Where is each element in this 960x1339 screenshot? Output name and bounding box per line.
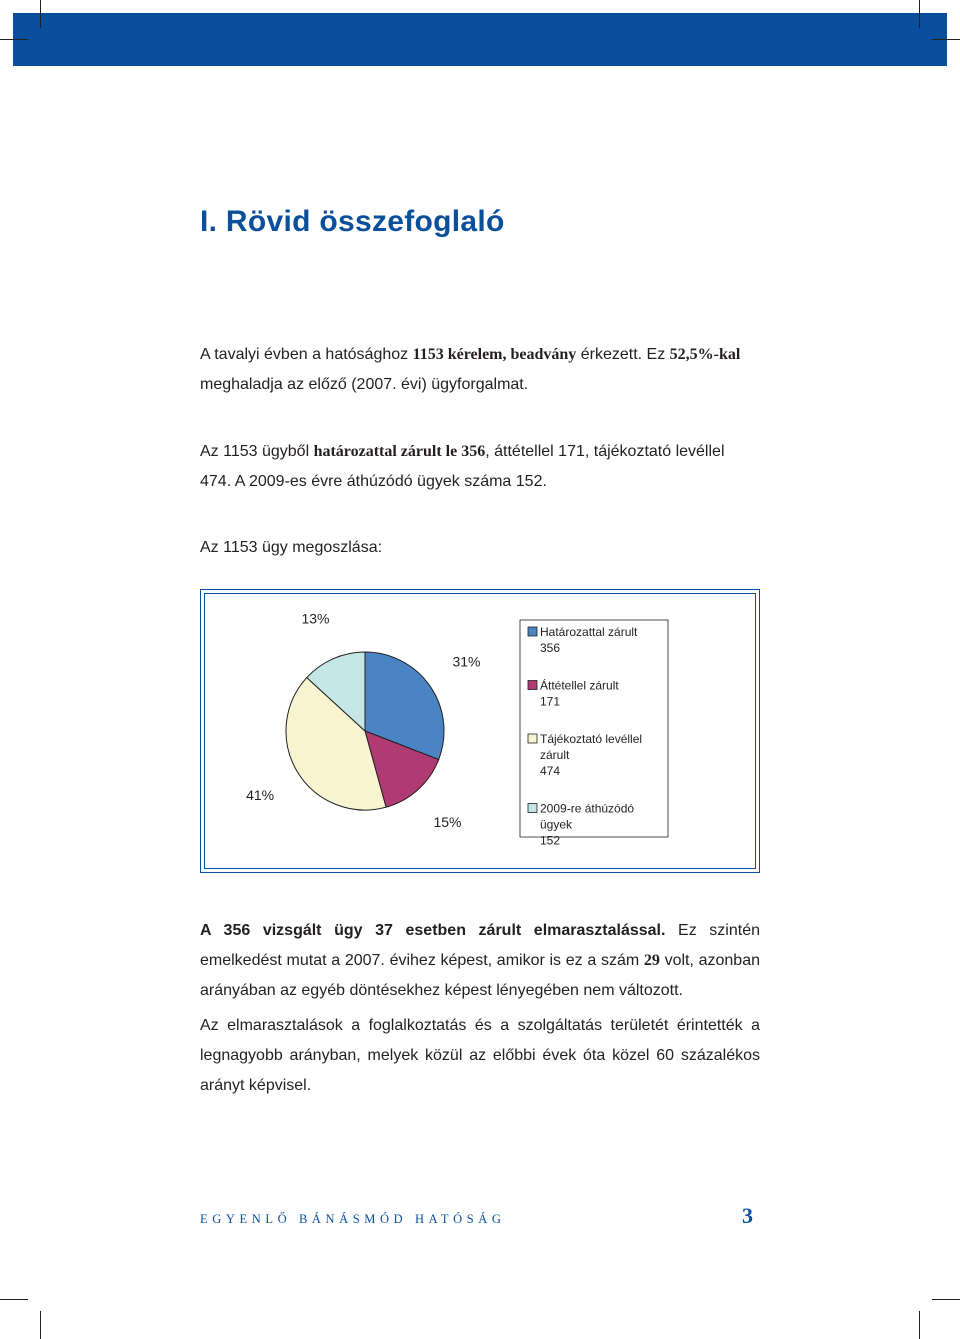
legend-label: 474 bbox=[540, 764, 561, 778]
emphasis-text: 29 bbox=[643, 952, 660, 969]
legend-label: Határozattal zárult bbox=[540, 625, 638, 639]
legend-swatch bbox=[528, 681, 537, 690]
emphasis-text: 52,5%-kal bbox=[669, 346, 741, 363]
legend-label: 2009-re áthúzódó bbox=[540, 801, 635, 816]
emphasis-text: 1153 kérelem, beadvány bbox=[412, 346, 577, 363]
chart-intro-text: Az 1153 ügy megoszlása: bbox=[200, 539, 383, 556]
slice-percent-label: 13% bbox=[301, 610, 330, 627]
body-paragraph-1 bbox=[200, 916, 760, 1006]
crop-mark bbox=[919, 1311, 920, 1339]
crop-mark bbox=[932, 39, 960, 40]
text-run: érkezett. Ez bbox=[576, 346, 670, 363]
pie-chart bbox=[201, 590, 759, 872]
text-run: , áttétellel 171, tájékoztató levéllel 474. A 2009-es évre áthúzódó ügyek száma 152. bbox=[200, 443, 725, 490]
legend-label: zárult bbox=[540, 748, 570, 762]
legend-swatch bbox=[528, 804, 537, 813]
intro-paragraph-2 bbox=[200, 437, 760, 497]
text-run: meghaladja az előző (2007. évi) ügyforgalmat. bbox=[200, 376, 529, 393]
intro-paragraph-1 bbox=[200, 340, 760, 400]
emphasis-text: határozattal zárult le 356 bbox=[313, 443, 486, 460]
crop-mark bbox=[40, 0, 41, 28]
legend-swatch bbox=[528, 734, 537, 743]
text-run: volt, azonban arányában az egyéb döntésekhez képest lényegében nem változott. bbox=[200, 952, 761, 999]
legend-swatch bbox=[528, 627, 537, 636]
legend-label: 152 bbox=[540, 833, 561, 848]
body-paragraph-2: Az elmarasztalások a foglalkoztatás és a szolgáltatás területét érintették a legnagyobb arányban, melyek közül az előbbi évek óta közel 60 százalékos arányt képvisel. bbox=[200, 1017, 760, 1094]
text-run: Az 1153 ügyből bbox=[200, 443, 314, 460]
crop-mark bbox=[932, 1299, 960, 1300]
footer-organization: EGYENLŐ BÁNÁSMÓD HATÓSÁG bbox=[200, 1212, 506, 1226]
crop-mark bbox=[40, 1311, 41, 1339]
legend-label: ügyek bbox=[540, 817, 573, 832]
legend-label: Áttétellel zárult bbox=[540, 678, 619, 693]
text-run: A tavalyi évben a hatósághoz bbox=[200, 346, 413, 363]
crop-mark bbox=[0, 39, 28, 40]
legend-label: Tájékoztató levéllel bbox=[540, 732, 643, 746]
crop-mark bbox=[0, 1299, 28, 1300]
legend-label: 356 bbox=[540, 641, 561, 655]
legend-label: 171 bbox=[540, 694, 561, 709]
page-title: I. Rövid összefoglaló bbox=[200, 205, 505, 238]
crop-mark bbox=[919, 0, 920, 28]
page-number: 3 bbox=[742, 1203, 753, 1228]
slice-percent-label: 15% bbox=[433, 814, 462, 831]
slice-percent-label: 31% bbox=[452, 653, 481, 670]
emphasis-text: A 356 vizsgált ügy 37 esetben zárult elmarasztalással. bbox=[200, 922, 666, 939]
chart-frame bbox=[200, 589, 760, 873]
slice-percent-label: 41% bbox=[246, 787, 275, 804]
header-band bbox=[13, 13, 947, 66]
text-run: Ez szintén emelkedést mutat a 2007. évihez képest, amikor is ez a szám bbox=[200, 922, 760, 969]
